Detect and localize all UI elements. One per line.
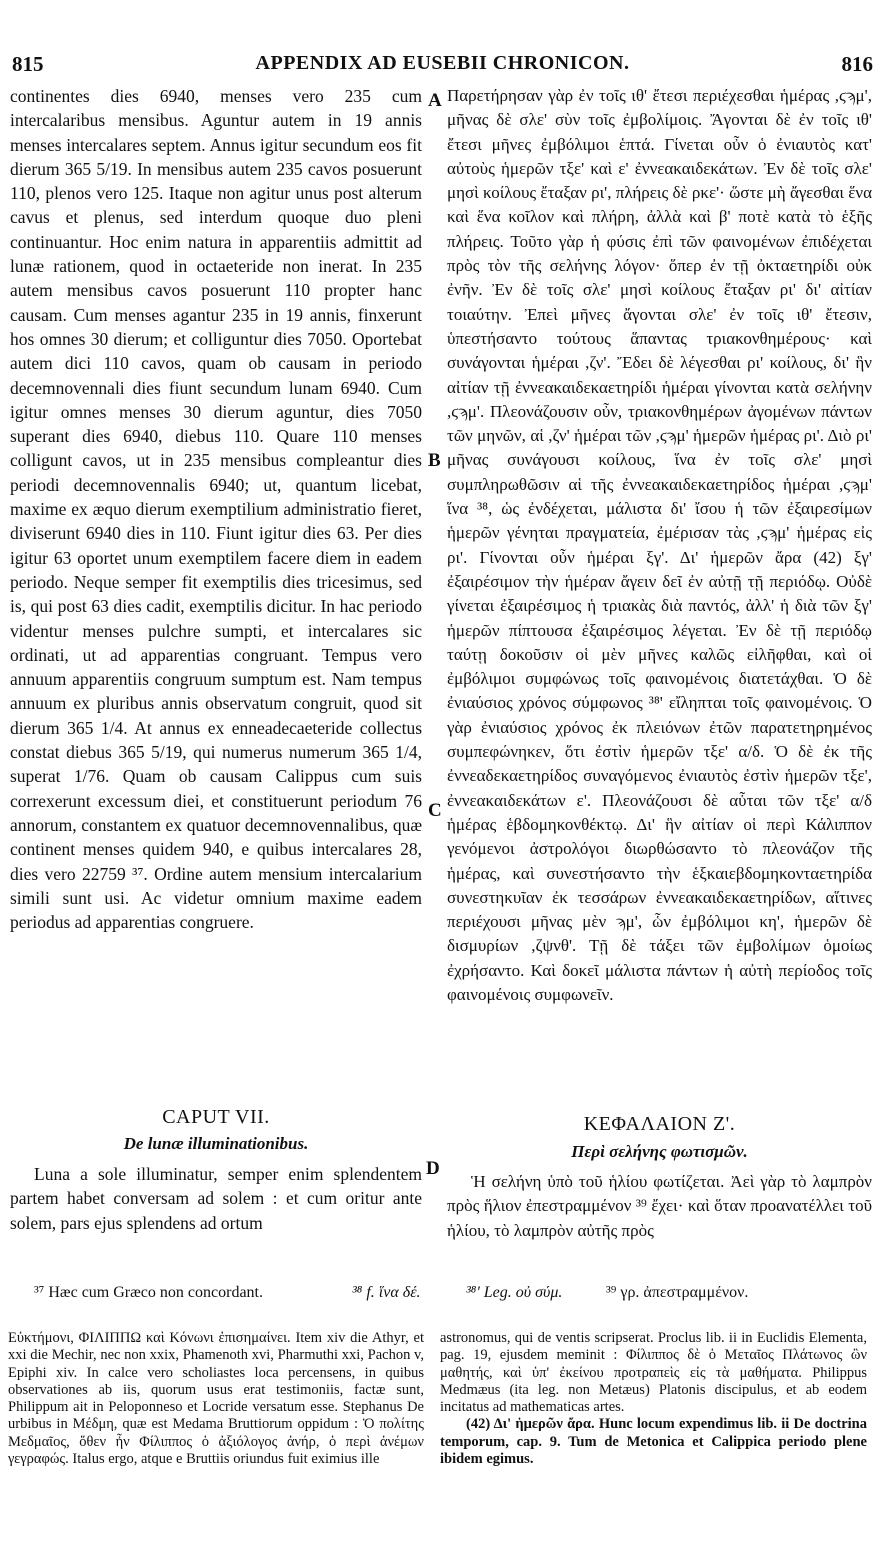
chapter-text-latin bbox=[10, 1162, 422, 1235]
notes-right-text-1: astronomus, qui de ventis scripserat. Proclus lib. ii in Euclidis Elementa, pag. 19, ejusdem meminit : Φίλιππος δὲ ὁ Μεταῖος Πλάτωνος ὢν μαθητής, καὶ ὑπ' ἐκείνου προτραπεὶς εἰς τὰ μαθήματα. Philippus Medmæus (ita leg. non Metæus) Platonis discipulus, et ab eodem incitatus ad mathematicas artes. bbox=[440, 1330, 867, 1416]
chapter-greek-paragraph: Ἡ σελήνη ὑπὸ τοῦ ἡλίου φωτίζεται. Ἀεὶ γὰρ τὸ λαμπρὸν πρὸς ἥλιον ἐπεστραμμένον ³⁹ ἔχει· καὶ ὅταν προανατέλλει τοῦ ἡλίου, τὸ λαμπρὸν αὐτῆς πρὸς bbox=[447, 1172, 872, 1240]
chapter-latin-paragraph: Luna a sole illuminatur, semper enim splendentem partem habet conversam ad solem : et cum oritur ante solem, pars ejus splendens ad ortum bbox=[10, 1164, 422, 1233]
notes-left-column bbox=[8, 1330, 424, 1468]
footnote-39: ³⁹ γρ. ἀπεστραμμένον. bbox=[606, 1284, 749, 1301]
greek-main-text: Παρετήρησαν γὰρ ἐν τοῖς ιθ' ἔτεσι περιέχεσθαι ἡμέρας ,ϛϡμ', μῆνας δὲ σλε' σὺν τοῖς ἐμβολίμοις. Ἄγονται δὲ ἐν τοῖς ιθ' ἔτεσι μῆνες ἐμβόλιμοι ἑπτά. Γίνεται οὖν ὁ ἐνιαυτὸς κατ' αὐτοὺς ἡμερῶν τξε' καὶ ε' ἐννεακαιδεκάτων. Ἐν δὲ τοῖς σλε' μησὶ κοίλους ἔταξαν ρι', πλήρεις δὲ ρκε'· ὥστε μὴ ἄγεσθαι ἕνα καὶ ἕνα κοῖλον καὶ πλήρη, ἀλλὰ καὶ β' ποτὲ κατὰ τὸ ἑξῆς πλήρεις. Τοῦτο γὰρ ἡ φύσις ἐπὶ τῶν φαινομένων ἐπιδέχεται πρὸς τὸν τῆς σελήνης λόγον· ὅπερ ἐν τῇ ὀκταετηρίδι οὐκ ἐνῆν. Ἐν δὲ τοῖς σλε' μησὶ κοίλους ἔταξαν ρι' δι' αἰτίαν τοιαύτην. Ἐπεὶ μῆνες ἄγονται σλε' ἐν τοῖς ιθ' ἔτεσιν, ὑπεστήσαντο τούτους ἅπαντας τριακονθημέρους· καὶ συνάγονται ἡμέραι ,ζν'. Ἔδει δὲ λέγεσθαι ρι' κοίλους, δι' ἣν αἰτίαν τῇ ἐννεακαιδεκαετηρίδι ἡμέραι γίνονται κατὰ σελήνην ,ϛϡμ'. Πλεονάζουσιν οὖν, τριακονθημέρων ἀγομένων πάντων τῶν μηνῶν, αἱ ,ζν' ἡμέραι τῶν ,ϛϡμ' ἡμερῶν ἡμέρας ρι'. Διὸ ρι' μῆνας συνάγουσι κοίλους, ἵνα ἐν τοῖς σλε' μησὶ συμπληρωθῶσιν αἱ τῆς ἐννεακαιδεκαετηρίδος ἡμέραι ,ϛϡμ' ἵνα ³⁸, ὡς ἐνδέχεται, μάλιστα δι' ἴσου ἡ τῶν ἐξαιρεσίμων ἡμερῶν γένηται πραγματεία, ἐμέρισαν τὰς ,ϛϡμ' ἡμέρας εἰς ρι'. Γίνονται οὖν ἡμέραι ξγ'. Δι' ἡμερῶν ἄρα (42) ξγ' ἐξαιρέσιμον τὴν ἡμέραν ἄγειν δεῖ ἐν αὐτῇ τῇ περιόδῳ. Οὐδὲ γίνεται ἐξαιρέσιμος ἡ τριακὰς διὰ παντός, ἀλλ' ἡ διὰ τῶν ξγ' ἡμερῶν πίπτουσα ἐξαιρέσιμος λέγεται. Ἐν δὲ τῇ περιόδῳ ταύτῃ δοκοῦσιν οἱ μὲν μῆνες καλῶς εἰλῆφθαι, καὶ οἱ ἐμβόλιμοι συμφώνως τοῖς φαινομένοις διατετάχθαι. Ὁ δὲ ἐνιαύσιος χρόνος σύμφωνος ³⁸' εἴληπται τοῖς φαινομένοις. Ὁ γὰρ ἐνιαύσιος χρόνος ἐκ πλειόνων ἐτῶν παρατετηρημένος συμπεφώνηκεν, ὅτι ἐστὶν ἡμερῶν τξε' α/δ. Ὁ δὲ ἐκ τῆς ἐννεαδεκαετηρίδος συναγόμενος ἐνιαυτὸς ἐστὶν ἡμερῶν τξε', ἐννεακαιδεκάτων ε'. Πλεονάζουσι δὲ αὗται τῶν τξε' α/δ ἡμέρας ἑβδομηκονθέκτῳ. Δι' ἣν αἰτίαν οἱ περὶ Κάλιππον γενόμενοι ἀστρολόγοι διωρθώσαντο τὸ πλεονάζον τῆς ἡμέρας, καὶ συνεστήσαντο τὴν ἑξκαιεβδομηκονταετηρίδα συνεστηκυῖαν ἐκ τεσσάρων ἐννεακαιδεκαετηρίδων, αἵτινες περιέχουσι μῆνας μὲν ϡμ', ὧν ἐμβόλιμοι κη', ἡμερῶν δὲ δισμυρίων ,ζψνθ'. Τῇ δὲ τάξει τῶν ἐμβολίμων ὁμοίως ἐχρήσαντο. Καὶ δοκεῖ μάλιστα πάντων ἡ αὐτὴ περίοδος τοῖς φαινομένοις συμφωνεῖν. bbox=[447, 86, 872, 1004]
chapter-subtitle-latin: De lunæ illuminationibus. bbox=[123, 1134, 309, 1153]
margin-marker-a: A bbox=[428, 90, 442, 111]
chapter-subtitle-greek: Περὶ σελήνης φωτισμῶν. bbox=[571, 1142, 748, 1161]
latin-main-text: continentes dies 6940, menses vero 235 cum intercalaribus mensibus. Aguntur autem in 19 annis menses intercalares septem. Annus igitur secundum eos fit dierum 365 5/19. In mensibus autem 235 cavos posuerunt 110, plenos vero 125. Itaque non agitur unus post alterum cavus et plenus, sed interdum quoque duo pleni continuantur. Hoc enim natura in apparentiis admittit ad lunæ rationem, quod in octaeteride non inerat. In 235 autem mensibus cavos posuerunt 110 propter hanc causam. Cum menses agantur 235 in 19 annis, finxerunt hos omnes 30 dierum; et colliguntur dies 7050. Oportebat autem dici 110 cavos, quam ob causam in periodo decemnovennali dies fiunt secundum lunam 6940. Cum igitur omnes menses 30 dierum aguntur, dies 7050 superant dies 6940, diebus 110. Quare 110 menses colligunt cavos, ut in 235 mensibus compleantur dies periodi decemnovennalis 6940; ut, quantum licebat, maxime ex æquo dierum exemptilium administratio fieret, diviserunt 6940 dies in 110. Fiunt igitur dies 63. Per dies igitur 63 oportet unum exemptilem facere diem in eadem periodo. Neque semper fit exemptilis dies tricesimus, sed is, qui post 63 dies cadit, exemptilis dicitur. In hac periodo videntur menses pulchre sumpti, et intercalares sic ordinati, ut ad apparentias congruant. Tempus vero annuum apparentiis congruum sumptum est. Nam tempus annuum ex pluribus annis observatum congruit, quod sit dierum 365 1/4. At annus ex enneadecaeteride collectus constat diebus 365 5/19, qui numerus numerum 365 1/4, superat 1/76. Quam ob causam Calippus cum suis correxerunt excessum diei, et constituerunt periodum 76 annorum, constantem ex quatuor decemnovennalibus, quæ continent menses quidem 940, e quibus intercalares 28, dies vero 22759 ³⁷. Ordine autem mensium intercalarium simili sunt usi. Ac videtur omnium maxime eadem periodus ad apparentias congruere. bbox=[10, 86, 422, 933]
page-number-right: 816 bbox=[841, 52, 873, 76]
latin-column bbox=[10, 84, 422, 934]
page-header bbox=[12, 52, 873, 82]
margin-marker-c: C bbox=[428, 800, 442, 821]
page-number-left: 815 bbox=[12, 52, 44, 76]
notes-left-text: Εὐκτήμονι, ΦΙΛΙΠΠΩ καὶ Κόνωνι ἐπισημαίνει. Item xiv die Athyr, et xxi die Mechir, nec non xxix, Phamenoth xvi, Pharmuthi xxi, Pachon v, Epiphi xiv. In calce vero scholiastes loca percensens, in quibus observationes ab iis, quorum usus erat testimoniis, factæ sunt, Philippum ait in Peloponneso et Locride versatum esse. Stephanus De urbibus in Μέδμη, quæ est Medama Bruttiorum oppidum : Ὁ πολίτης Μεδμαῖος, ὅθεν ἦν Φίλιππος ὁ ἀξιόλογος ἀνήρ, ὁ περὶ ἀνέμων γεγραφώς. Italus ergo, atque e Bruttiis oriundus fuit eximius ille bbox=[8, 1330, 424, 1468]
footnote-38: ³⁸ f. ἵνα δέ. bbox=[352, 1284, 421, 1301]
footnote-37: ³⁷ Hæc cum Græco non concordant. bbox=[34, 1284, 263, 1301]
chapter-title-greek: ΚΕΦΑΛΑΙΟΝ Ζ'. bbox=[583, 1113, 736, 1135]
margin-marker-b: B bbox=[428, 450, 441, 471]
margin-marker-d: D bbox=[426, 1158, 440, 1179]
notes-right-text-2: (42) Δι' ἡμερῶν ἄρα. Hunc locum expendimus lib. ii De doctrina temporum, cap. 9. Tum de Metonica et Calippica periodo plene ibidem egimus. bbox=[440, 1416, 867, 1468]
footnotes bbox=[34, 1284, 870, 1308]
running-title: APPENDIX AD EUSEBII CHRONICON. bbox=[255, 52, 630, 74]
chapter-text-greek bbox=[447, 1170, 872, 1243]
chapter-title-latin: CAPUT VII. bbox=[162, 1106, 270, 1128]
greek-column bbox=[447, 84, 872, 1007]
footnote-38b: ³⁸' Leg. οὐ σύμ. bbox=[466, 1284, 563, 1301]
notes-right-column bbox=[440, 1330, 867, 1468]
